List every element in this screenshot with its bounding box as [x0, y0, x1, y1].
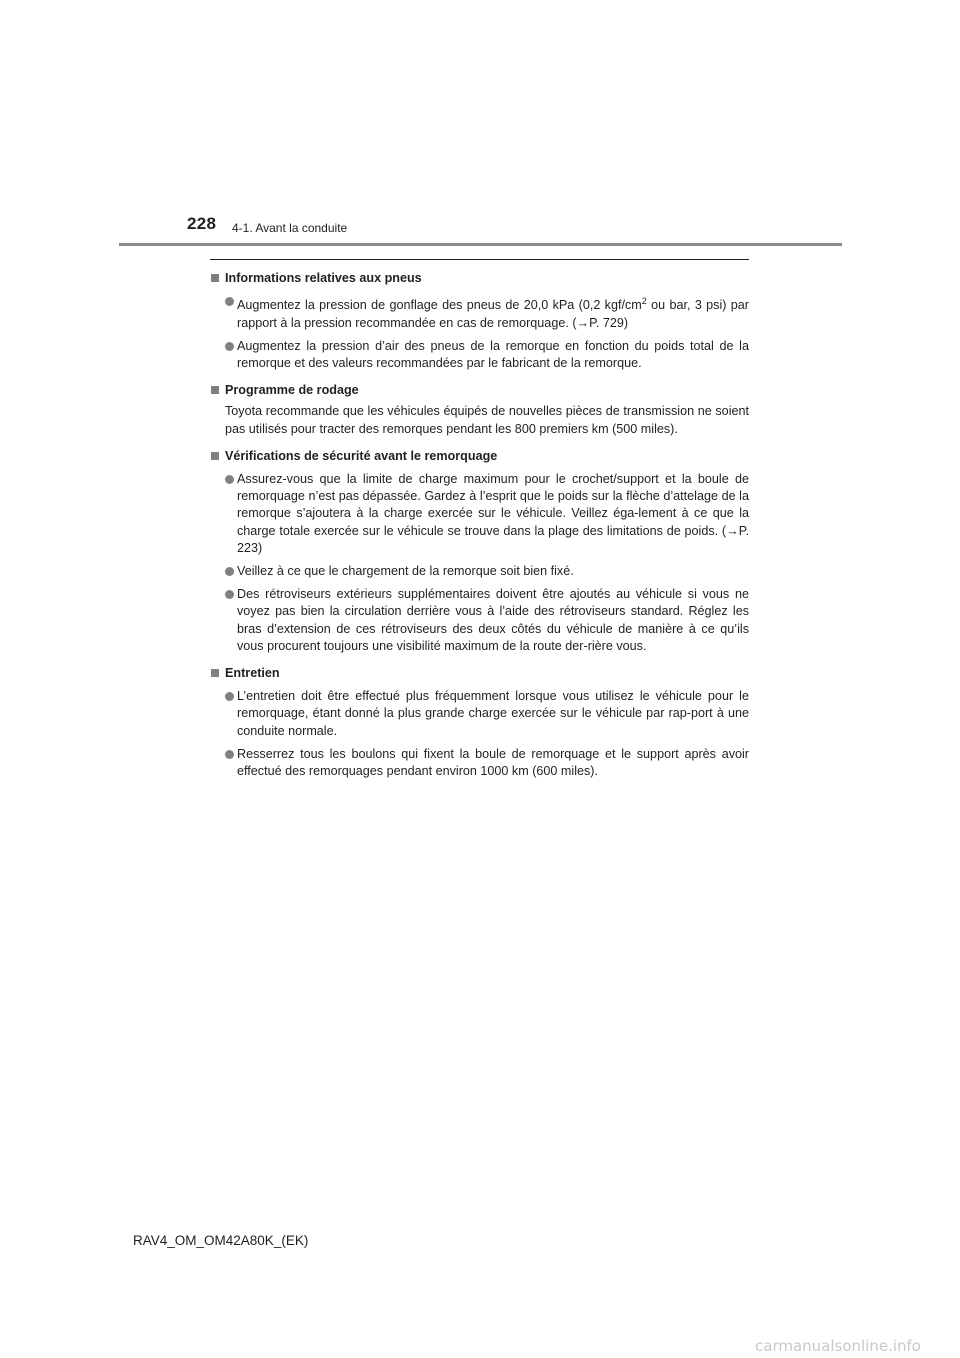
section-tire-info: [210, 270, 749, 372]
section-break-in: [210, 382, 749, 438]
list-item: [210, 746, 749, 780]
page-reference[interactable]: P. 223): [237, 523, 749, 555]
section-heading: [210, 448, 749, 465]
section-heading-text: Informations relatives aux pneus: [225, 271, 422, 285]
bullet-text: ou bar, 3 psi) par rapport à la pression recommandée en cas de remorquage. (: [237, 298, 749, 330]
section-heading: [210, 382, 749, 399]
list-item: [210, 563, 749, 580]
page-reference[interactable]: P. 729): [589, 315, 629, 330]
watermark: carmanualsonline.info: [755, 1337, 921, 1355]
bullet-text: Resserrez tous les boulons qui fixent la boule de remorquage et le support après avoir effectué des remorquages pendant environ 1000 km (600 miles).: [237, 746, 749, 779]
section-paragraph: Toyota recommande que les véhicules équipés de nouvelles pièces de transmission ne soient pas utilisés pour tracter des remorques pendant les 800 premiers km (500 miles).: [225, 404, 749, 436]
circle-bullet-icon: [225, 342, 234, 351]
list-item: [210, 293, 749, 332]
section-heading-text: Entretien: [225, 666, 280, 681]
list-item: [210, 338, 749, 372]
list-item: [210, 586, 749, 655]
circle-bullet-icon: [225, 475, 234, 484]
section-heading: [210, 665, 749, 682]
content-divider: [210, 259, 749, 260]
square-marker-icon: [211, 452, 219, 460]
circle-bullet-icon: [225, 297, 234, 306]
bullet-text: Assurez-vous que la limite de charge maximum pour le crochet/support et la boule de remorquage n’est pas dépassée. Gardez à l’esprit que le poids sur la flèche d’attelage de la remorque s’ajoutera à la charge exercée sur le véhicule. Veillez éga-lement à ce que la charge totale exercée sur le véhicule se trouve dans la plage des limitations de poids. (: [237, 472, 749, 538]
superscript: 2: [641, 296, 647, 307]
square-marker-icon: [211, 669, 219, 677]
main-content: [210, 270, 749, 780]
section-heading-text: Programme de rodage: [225, 383, 359, 398]
header-divider: [119, 243, 842, 246]
bullet-text: Augmentez la pression de gonflage des pneus de 20,0 kPa (0,2 kgf/cm: [237, 298, 642, 313]
circle-bullet-icon: [225, 750, 234, 759]
bullet-text: Veillez à ce que le chargement de la remorque soit bien fixé.: [237, 564, 574, 579]
section-title: 4-1. Avant la conduite: [232, 221, 348, 235]
document-code: RAV4_OM_OM42A80K_(EK): [133, 1233, 309, 1248]
bullet-text: L’entretien doit être effectué plus fréquemment lorsque vous utilisez le véhicule pour le remorquage, étant donné la plus grande charge exercée sur le véhicule par rap-port à une conduite normale.: [237, 689, 749, 738]
section-heading: [210, 270, 749, 287]
square-marker-icon: [211, 274, 219, 282]
page-number: 228: [187, 214, 217, 233]
circle-bullet-icon: [225, 590, 234, 599]
square-marker-icon: [211, 386, 219, 394]
list-item: [210, 688, 749, 740]
right-arrow-icon: →: [576, 315, 590, 330]
page-header: [0, 0, 960, 250]
bullet-text: Augmentez la pression d’air des pneus de la remorque en fonction du poids total de la remorque et des valeurs recommandées par le fabricant de la remorque.: [237, 338, 749, 370]
section-maintenance: [210, 665, 749, 780]
circle-bullet-icon: [225, 567, 234, 576]
right-arrow-icon: →: [726, 523, 739, 538]
bullet-text: Des rétroviseurs extérieurs supplémentaires doivent être ajoutés au véhicule si vous ne voyez pas bien la circulation derrière vous à l’aide des rétroviseurs standard. Réglez les bras d’extension de ces rétroviseurs des deux côtés du véhicule de manière à ce qu’ils vous procurent toujours une visibilité maximum de la route der-rière vous.: [237, 587, 749, 653]
section-safety-checks: [210, 448, 749, 655]
circle-bullet-icon: [225, 692, 234, 701]
section-heading-text: Vérifications de sécurité avant le remorquage: [225, 448, 498, 463]
list-item: [210, 471, 749, 557]
